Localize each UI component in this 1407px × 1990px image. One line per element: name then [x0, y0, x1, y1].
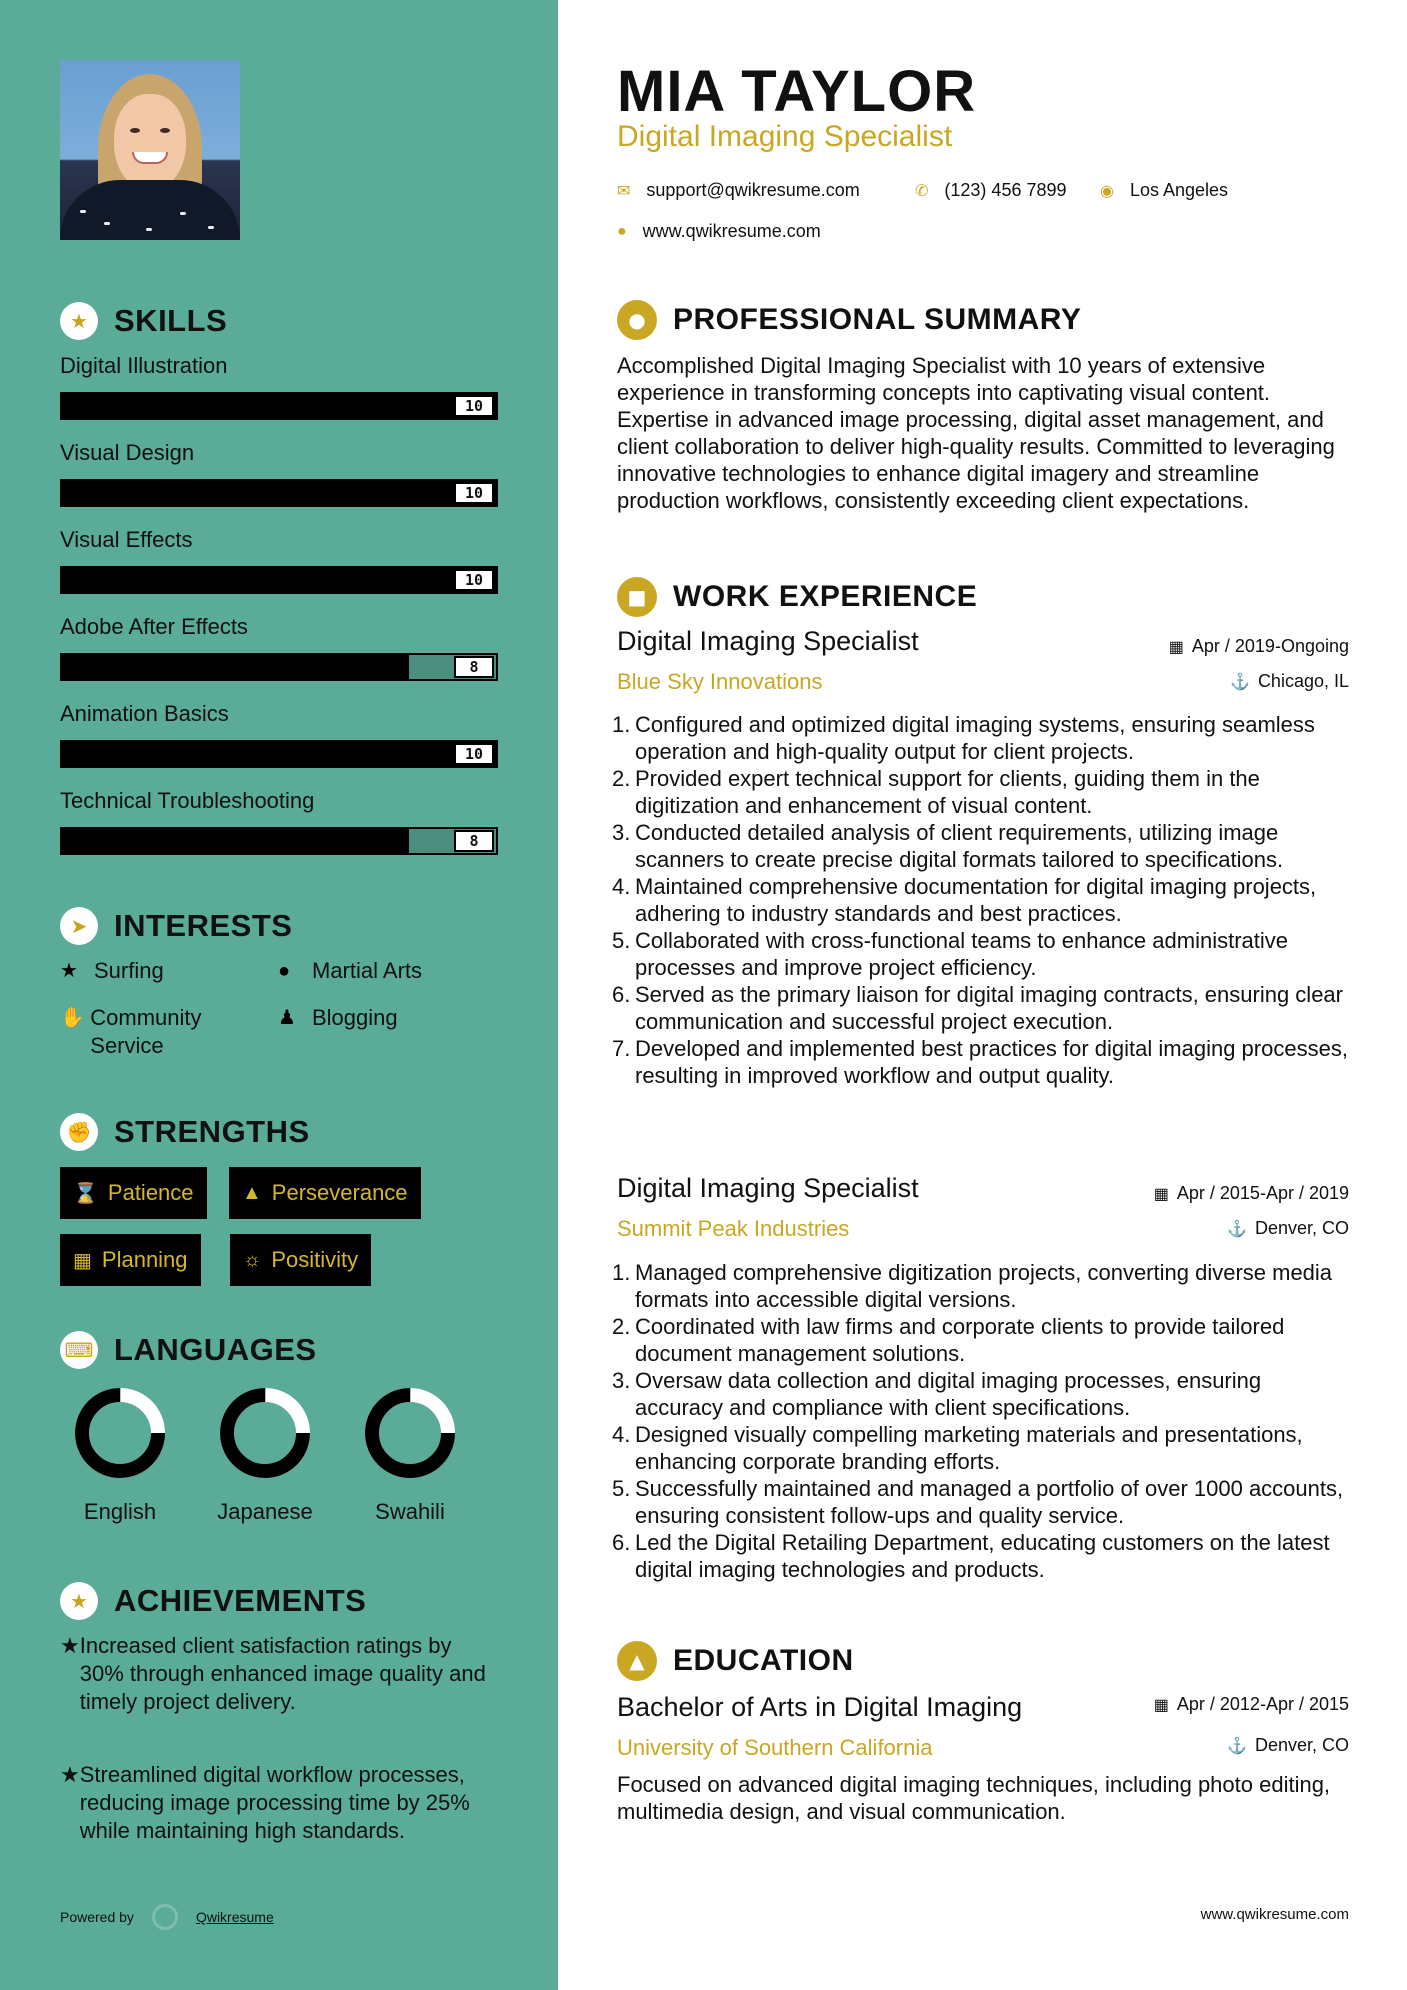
job-bullets — [612, 1259, 1354, 1583]
job-bullet — [612, 765, 1354, 819]
achievements-title: ACHIEVEMENTS — [114, 1583, 367, 1618]
pin-icon: ⚓ — [1227, 1737, 1247, 1755]
achievement-item — [60, 1632, 500, 1716]
bullet-text: Maintained comprehensive documentation for digital imaging projects, adhering to industry standards and best practices. — [635, 874, 1317, 926]
paper-plane-icon: ➤ — [60, 907, 98, 945]
powered-by — [60, 1904, 274, 1930]
job-bullet — [612, 873, 1354, 927]
interest-item — [278, 957, 422, 985]
trophy-icon: ★ — [60, 1582, 98, 1620]
bullet-text: Conducted detailed analysis of client requirements, utilizing image scanners to create precise digital formats tailored to specifications. — [635, 820, 1284, 872]
skill-bar — [60, 653, 498, 681]
bullet-number: 4. — [612, 874, 631, 899]
phone-icon: ✆ — [915, 182, 929, 200]
profile-photo — [60, 60, 240, 240]
job-role: Digital Imaging Specialist — [617, 626, 919, 656]
sun-icon: ☼ — [243, 1248, 262, 1271]
bullet-number: 4. — [612, 1422, 631, 1447]
globe-icon: ● — [617, 222, 627, 240]
education-location — [1227, 1735, 1349, 1756]
summary-text: Accomplished Digital Imaging Specialist with 10 years of extensive experience in transforming concepts into captivating visual content. Expertise in advanced image processing, digital asset management, and client collaboration to deliver high-quality results. Committed to leveraging innovative technologies to enhance digital imagery and streamline production workflows, consistently exceeding client expectations. — [617, 353, 1335, 513]
strengths-heading — [60, 1113, 310, 1151]
interest-label: Community Service — [90, 1005, 202, 1058]
skill-fill — [62, 829, 409, 853]
job-bullet — [612, 1259, 1354, 1313]
bullet-number: 6. — [612, 1530, 631, 1555]
language-item — [205, 1385, 325, 1525]
bullet-text: Oversaw data collection and digital imaging processes, ensuring accuracy and compliance with client specifications. — [635, 1368, 1262, 1420]
strength-badge — [60, 1167, 207, 1219]
job-bullet — [612, 1529, 1354, 1583]
education-heading — [617, 1641, 854, 1681]
skill-fill — [62, 481, 496, 505]
calendar-icon: ▦ — [1153, 1696, 1169, 1714]
job-location — [1230, 671, 1349, 692]
job-dates-text: Apr / 2015-Apr / 2019 — [1176, 1183, 1349, 1203]
job-bullet — [612, 1421, 1354, 1475]
job-role: Digital Imaging Specialist — [617, 1173, 919, 1203]
candidate-name: MIA TAYLOR — [617, 59, 977, 124]
sidebar — [0, 0, 558, 1990]
skill-label: Technical Troubleshooting — [60, 788, 315, 813]
education-school: University of Southern California — [617, 1735, 933, 1760]
star-icon: ★ — [60, 1634, 80, 1659]
skill-fill — [62, 394, 496, 418]
skill-value: 10 — [454, 569, 494, 591]
languages-heading — [60, 1331, 317, 1369]
bullet-number: 3. — [612, 820, 631, 845]
calendar-icon: ▦ — [73, 1249, 92, 1272]
email-text: support@qwikresume.com — [646, 180, 860, 200]
contact-location — [1100, 180, 1228, 201]
language-label: English — [83, 1499, 157, 1524]
language-label: Japanese — [217, 1499, 313, 1524]
education-description: Focused on advanced digital imaging techniques, including photo editing, multimedia design, and visual communication. — [617, 1772, 1331, 1824]
job-bullet — [612, 1313, 1354, 1367]
interest-label: Blogging — [312, 1005, 398, 1030]
bullet-text: Provided expert technical support for clients, guiding them in the digitization and enhancement of visual content. — [635, 766, 1260, 818]
graduation-icon: ▲ — [617, 1641, 657, 1681]
achievement-text: Increased client satisfaction ratings by 30% through enhanced image quality and timely project delivery. — [79, 1633, 486, 1714]
skill-bar — [60, 479, 498, 507]
education-title: EDUCATION — [673, 1644, 854, 1677]
bullet-text: Successfully maintained and managed a portfolio of over 1000 accounts, ensuring consistent follow-ups and quality service. — [635, 1476, 1344, 1528]
skill-label: Visual Design — [60, 440, 195, 465]
bullet-text: Collaborated with cross-functional teams to enhance administrative processes and improve project efficiency. — [635, 928, 1288, 980]
language-item — [350, 1385, 470, 1525]
job-bullet — [612, 1367, 1354, 1421]
job-dates — [1154, 1183, 1349, 1204]
bullet-text: Developed and implemented best practices for digital imaging processes, resulting in improved workflow and output quality. — [635, 1036, 1348, 1088]
skill-bar — [60, 566, 498, 594]
map-pin-icon: ◉ — [1100, 182, 1114, 200]
experience-title: WORK EXPERIENCE — [673, 580, 978, 613]
phone-text: (123) 456 7899 — [944, 180, 1067, 200]
skills-title: SKILLS — [114, 303, 228, 338]
bullet-text: Coordinated with law firms and corporate clients to provide tailored document management solutions. — [635, 1314, 1285, 1366]
pin-icon: ⚓ — [1227, 1220, 1247, 1238]
skill-value: 8 — [454, 656, 494, 678]
bullet-number: 5. — [612, 928, 631, 953]
powered-by-label: Powered by — [60, 1909, 134, 1925]
lightbulb-icon: ★ — [60, 302, 98, 340]
skills-heading — [60, 302, 227, 340]
job-location-text: Chicago, IL — [1257, 671, 1349, 691]
road-icon: ▲ — [242, 1181, 262, 1204]
skill-value: 10 — [454, 395, 494, 417]
job-bullet — [612, 819, 1354, 873]
education-degree: Bachelor of Arts in Digital Imaging — [617, 1692, 1023, 1722]
bullet-number: 2. — [612, 766, 631, 791]
strength-label: Patience — [107, 1180, 194, 1205]
bullet-number: 1. — [612, 1260, 631, 1285]
job-location-text: Denver, CO — [1254, 1218, 1349, 1238]
skill-bar — [60, 827, 498, 855]
strength-label: Positivity — [271, 1247, 359, 1272]
job-bullet — [612, 711, 1354, 765]
strength-badge — [230, 1234, 371, 1286]
calendar-icon: ▦ — [1168, 638, 1184, 656]
experience-heading — [617, 577, 977, 617]
language-icon: ⌨ — [60, 1331, 98, 1369]
hourglass-icon: ⌛ — [73, 1182, 98, 1205]
job-bullet — [612, 927, 1354, 981]
languages-title: LANGUAGES — [114, 1332, 317, 1367]
bullet-text: Led the Digital Retailing Department, educating customers on the latest digital imaging technologies and products. — [635, 1530, 1330, 1582]
education-dates-text: Apr / 2012-Apr / 2015 — [1176, 1694, 1349, 1714]
interest-label: Surfing — [94, 958, 164, 983]
qwikresume-logo-icon — [152, 1904, 178, 1930]
bullet-number: 2. — [612, 1314, 631, 1339]
fist-icon: ✊ — [60, 1113, 98, 1151]
users-icon: ♟ — [278, 1007, 296, 1029]
star-icon: ★ — [60, 960, 78, 982]
interest-label: Martial Arts — [312, 958, 423, 983]
powered-by-link[interactable]: Qwikresume — [195, 1909, 274, 1925]
footer-url[interactable]: www.qwikresume.com — [1200, 1906, 1349, 1923]
location-text: Los Angeles — [1129, 180, 1229, 200]
bullet-text: Served as the primary liaison for digital imaging contracts, ensuring clear communication and successful project execution. — [635, 982, 1343, 1034]
calendar-icon: ▦ — [1153, 1185, 1169, 1203]
website-text: www.qwikresume.com — [642, 221, 821, 241]
language-item — [60, 1385, 180, 1525]
education-dates — [1154, 1694, 1349, 1715]
briefcase-icon: ■ — [617, 577, 657, 617]
bullet-number: 3. — [612, 1368, 631, 1393]
job-dates — [1169, 636, 1349, 657]
user-icon: ● — [617, 300, 657, 340]
language-label: Swahili — [375, 1499, 445, 1524]
skill-value: 10 — [454, 743, 494, 765]
hand-icon: ✋ — [60, 1007, 85, 1029]
skill-value: 8 — [454, 830, 494, 852]
language-ring — [362, 1385, 458, 1481]
contact-website[interactable] — [617, 221, 821, 242]
bullet-text: Configured and optimized digital imaging systems, ensuring seamless operation and high-quality output for client projects. — [635, 712, 1315, 764]
bullet-number: 1. — [612, 712, 631, 737]
bullet-text: Designed visually compelling marketing materials and presentations, enhancing corporate branding efforts. — [635, 1422, 1303, 1474]
strength-label: Planning — [101, 1247, 188, 1272]
globe-icon: ● — [278, 960, 291, 982]
envelope-icon: ✉ — [617, 182, 631, 200]
strengths-title: STRENGTHS — [114, 1114, 310, 1149]
candidate-title: Digital Imaging Specialist — [617, 120, 953, 153]
summary-heading — [617, 300, 1081, 340]
achievements-heading — [60, 1582, 366, 1620]
skill-fill — [62, 568, 496, 592]
job-location — [1227, 1218, 1349, 1239]
job-company: Summit Peak Industries — [617, 1216, 850, 1241]
interests-title: INTERESTS — [114, 908, 293, 943]
job-bullets — [612, 711, 1354, 1089]
strength-badge — [229, 1167, 421, 1219]
bullet-number: 5. — [612, 1476, 631, 1501]
skill-value: 10 — [454, 482, 494, 504]
skill-label: Animation Basics — [60, 701, 229, 726]
job-bullet — [612, 1475, 1354, 1529]
job-bullet — [612, 1035, 1354, 1089]
skill-fill — [62, 655, 409, 679]
interests-heading — [60, 907, 292, 945]
education-location-text: Denver, CO — [1254, 1735, 1349, 1755]
skill-fill — [62, 742, 496, 766]
job-dates-text: Apr / 2019-Ongoing — [1191, 636, 1349, 656]
skill-bar — [60, 392, 498, 420]
job-bullet — [612, 981, 1354, 1035]
bullet-number: 7. — [612, 1036, 631, 1061]
skill-label: Digital Illustration — [60, 353, 228, 378]
contact-email[interactable] — [617, 180, 860, 201]
interest-item — [60, 1004, 260, 1060]
skill-label: Visual Effects — [60, 527, 193, 552]
contact-phone — [915, 180, 1067, 201]
language-ring — [72, 1385, 168, 1481]
strength-badge — [60, 1234, 201, 1286]
job-company: Blue Sky Innovations — [617, 669, 823, 694]
skill-label: Adobe After Effects — [60, 614, 248, 639]
language-ring — [217, 1385, 313, 1481]
pin-icon: ⚓ — [1230, 673, 1250, 691]
interest-item — [60, 957, 164, 985]
star-icon: ★ — [60, 1763, 80, 1788]
bullet-text: Managed comprehensive digitization projects, converting diverse media formats into accessible digital versions. — [635, 1260, 1333, 1312]
achievement-text: Streamlined digital workflow processes, reducing image processing time by 25% while maintaining high standards. — [79, 1762, 470, 1843]
skill-bar — [60, 740, 498, 768]
bullet-number: 6. — [612, 982, 631, 1007]
summary-title: PROFESSIONAL SUMMARY — [673, 303, 1082, 336]
strength-label: Perseverance — [271, 1180, 408, 1205]
achievement-item — [60, 1761, 500, 1845]
interest-item — [278, 1004, 398, 1032]
